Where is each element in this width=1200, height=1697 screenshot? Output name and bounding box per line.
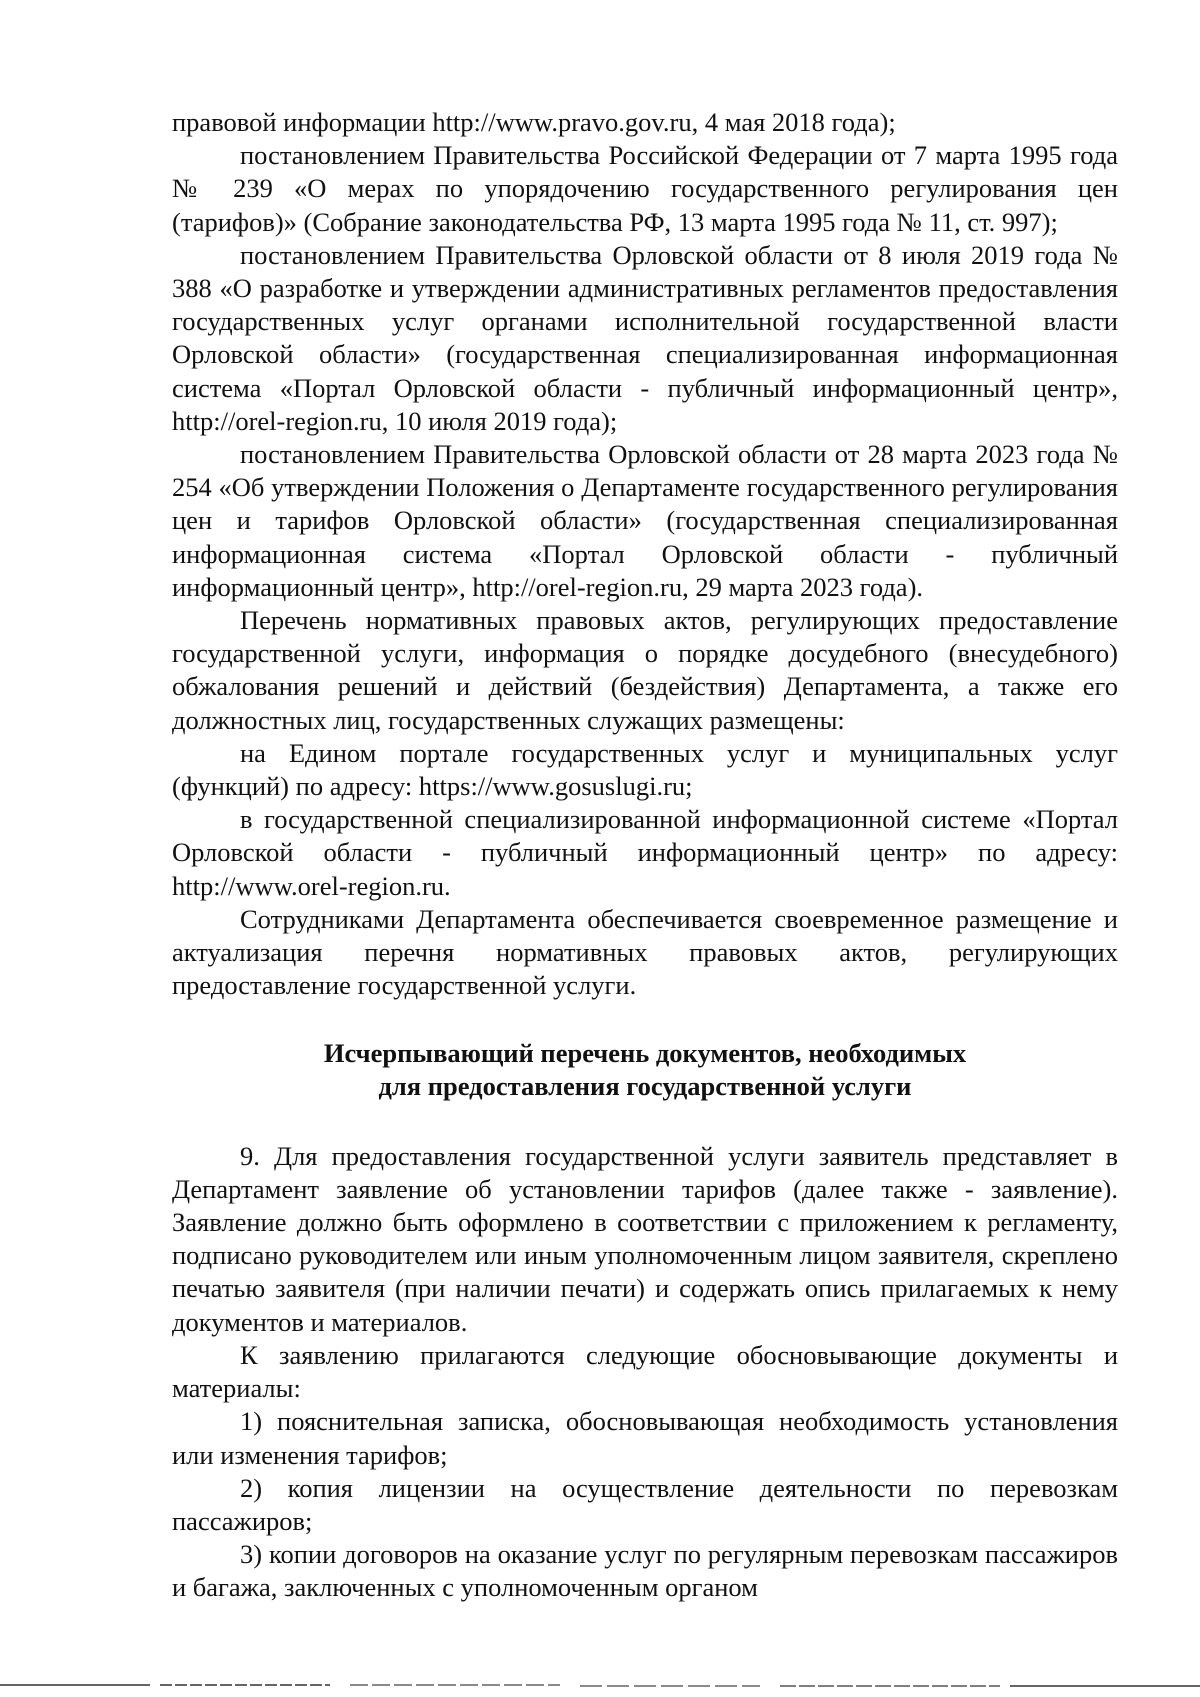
paragraph-6: на Едином портале государственных услуг и муниципальных услуг (функций) по адресу: https://www.gosuslugi.ru;	[172, 737, 1118, 802]
paragraph-5: Перечень нормативных правовых актов, регулирующих предоставление государственной услуги, информация о порядке досудебного (внесудебного) обжалования решений и действий (бездействия) Департамента, а также его должностных лиц, государственных служащих размещены:	[172, 605, 1118, 735]
list-item-2: 2) копия лицензии на осуществление деятельности по перевозкам пассажиров;	[172, 1472, 1118, 1536]
document-body	[172, 106, 1118, 1605]
paragraph-10: К заявлению прилагаются следующие обосновывающие документы и материалы:	[172, 1339, 1118, 1404]
paragraph-2: постановлением Правительства Российской Федерации от 7 марта 1995 года № 239 «О мерах по упорядочению государственного регулирования цен (тарифов)» (Собрание законодательства РФ, 13 марта 1995 года № 11, ст. 997);	[172, 140, 1118, 237]
paragraph-9: 9. Для предоставления государственной услуги заявитель представляет в Департамент заявление об установлении тарифов (далее также - заявление). Заявление должно быть оформлено в соответствии с приложением к регламенту, подписано руководителем или иным уполномоченным лицом заявителя, скреплено печатью заявителя (при наличии печати) и содержать опись прилагаемых к нему документов и материалов.	[172, 1140, 1118, 1337]
section-heading	[172, 1037, 1118, 1102]
list-item-1: 1) пояснительная записка, обосновывающая необходимость установления или изменения тарифов;	[172, 1406, 1118, 1470]
paragraph-3: постановлением Правительства Орловской области от 8 июля 2019 года № 388 «О разработке и утверждении административных регламентов предоставления государственных услуг органами исполнительной государственной власти Орловской области» (государственная специализированная информационная система «Портал Орловской области - публичный информационный центр», http://orel-region.ru, 10 июля 2019 года);	[172, 239, 1118, 436]
list-item-3: 3) копии договоров на оказание услуг по регулярным перевозкам пассажиров и багажа, заключенных с уполномоченным органом	[172, 1539, 1118, 1603]
scan-bottom-edge	[0, 1684, 1200, 1688]
section-heading-line-1: Исчерпывающий перечень документов, необходимых	[323, 1038, 967, 1069]
paragraph-1: правовой информации http://www.pravo.gov.ru, 4 мая 2018 года);	[172, 107, 896, 137]
paragraph-7: в государственной специализированной информационной системе «Портал Орловской области - публичный информационный центр» по адресу: http://www.orel-region.ru.	[172, 804, 1118, 901]
section-heading-line-2: для предоставления государственной услуги	[378, 1071, 912, 1102]
paragraph-8: Сотрудниками Департамента обеспечивается своевременное размещение и актуализация перечня нормативных правовых актов, регулирующих предоставление государственной услуги.	[172, 903, 1118, 1001]
paragraph-4: постановлением Правительства Орловской области от 28 марта 2023 года № 254 «Об утверждении Положения о Департаменте государственного регулирования цен и тарифов Орловской области» (государственная специализированная информационная система «Портал Орловской области - публичный информационный центр», http://orel-region.ru, 29 марта 2023 года).	[172, 439, 1118, 602]
